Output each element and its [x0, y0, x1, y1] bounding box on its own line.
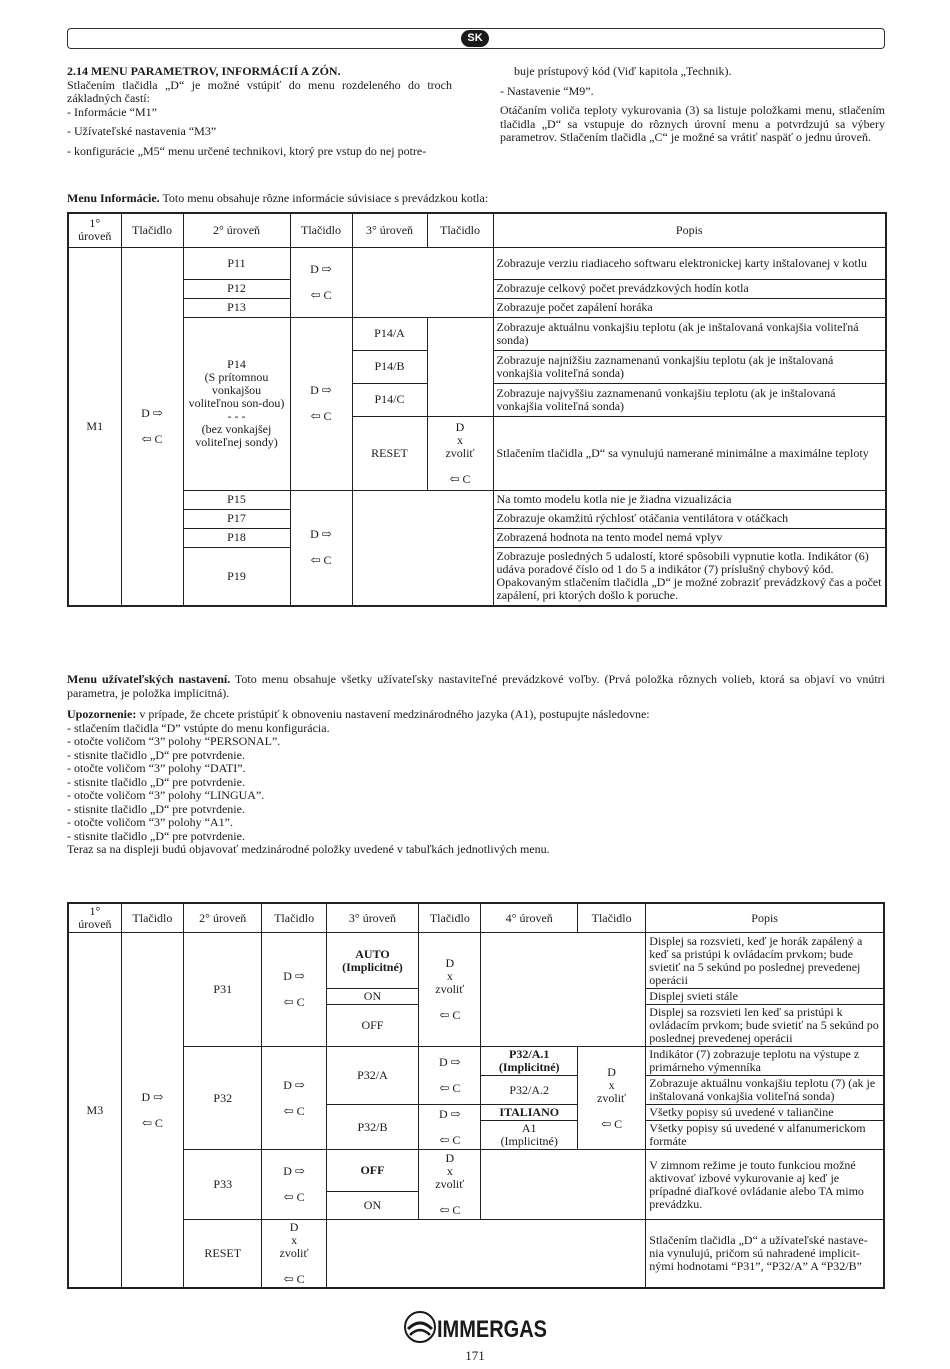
option-cell: OFF — [326, 1005, 418, 1047]
step-item: - stisnite tlačidlo „D“ pre potvrdenie. — [67, 828, 245, 843]
desc-cell: Zobrazuje aktuálnu vonkajšiu teplotu (ak je inštalovaná vonkajšia voliteľná sonda) — [493, 317, 886, 350]
menu3-heading: Menu užívateľských nastavení. Toto menu obsahuje všetky užívateľsky nastaviteľné prevádzkové voľby. (Prvá položka rôznych volieb, ktorá sa objaví vo vnútri parametra, je položka implicitná). — [67, 672, 885, 700]
step-item: - stisnite tlačidlo „D“ pre potvrdenie. — [67, 801, 245, 816]
option-cell: P32/A — [326, 1047, 418, 1105]
level1-cell: M3 — [68, 933, 121, 1289]
step-item: - otočte voličom “3” polohy “LINGUA”. — [67, 788, 265, 802]
param-cell: P14/B — [352, 350, 427, 383]
intro-navigation: Otáčaním voliča teploty vykurovania (3) sa listuje položkami menu, stlačením tlačidla „D“ sa vstupuje do rôznych úrovní menu a potvrdzujú sa výbery parametrov. Stlačením tlačidla „C“ je možné sa vrátiť naspäť o jednu úroveň. — [500, 103, 885, 144]
desc-cell: Všetky popisy sú uvedené v alfanumerickom formáte — [646, 1121, 884, 1150]
col-header: Tlačidlo — [262, 903, 326, 933]
col-header: Popis — [493, 213, 886, 247]
button-cell: D ⇨ ⇦ C — [419, 1105, 481, 1150]
option-cell: AUTO (Implicitné) — [326, 933, 418, 989]
table-row — [68, 933, 884, 989]
button-cell: D x zvoliť ⇦ C — [577, 1047, 645, 1150]
param-cell: P14 (S prítomnou vonkajšou voliteľnou son-dou) - - - (bez vonkajšej voliteľnej sondy) — [183, 317, 290, 490]
intro-right — [500, 65, 885, 145]
param-cell: P19 — [183, 547, 290, 606]
desc-cell: Zobrazuje posledných 5 udalostí, ktoré spôsobili vypnutie kotla. Indikátor (6) udáva poradové číslo od 1 do 5 a indikátor (7) príslušný chybový kód. Opakovaným stlačením tlačidla „D“ je možné zobraziť prevádzkový čas a počet zapálení, pri ktorých došlo k poruche. — [493, 547, 886, 606]
option-cell: ON — [326, 989, 418, 1005]
desc-cell: Stlačením tlačidla „D“ a užívateľské nastave-nia vynulujú, pričom sú nahradené implicit-nými hodnotami “P31”, “P32/A” A “P32/B” — [646, 1220, 884, 1289]
button-cell: D ⇨ ⇦ C — [262, 933, 326, 1047]
warning-text: v prípade, že chcete pristúpiť k obnoveniu nastavení medzinárodného jazyka (A1), postupujte následovne: — [136, 707, 650, 721]
button-cell: D ⇨ ⇦ C — [290, 247, 352, 317]
table-header-row — [68, 903, 884, 933]
intro-left — [67, 65, 452, 158]
option-cell: P32/A.1 (Implicitné) — [481, 1047, 577, 1076]
language-badge: SK — [461, 30, 489, 47]
user-settings-table — [67, 902, 885, 1289]
desc-cell: Zobrazuje okamžitú rýchlosť otáčania ventilátora v otáčkach — [493, 509, 886, 528]
desc-cell: Zobrazená hodnota na tento model nemá vplyv — [493, 528, 886, 547]
step-item: - otočte voličom “3” polohy “A1”. — [67, 815, 233, 829]
info-menu-table — [67, 212, 887, 607]
warning-block — [67, 708, 885, 857]
button-cell: D x zvoliť ⇦ C — [419, 1150, 481, 1220]
button-cell: D ⇨ ⇦ C — [419, 1047, 481, 1105]
empty-cell — [352, 247, 493, 317]
step-item: - stisnite tlačidlo „D“ pre potvrdenie. — [67, 747, 245, 762]
desc-cell: Zobrazuje celkový počet prevádzkových hodín kotla — [493, 279, 886, 298]
intro-paragraph: Stlačením tlačidla „D“ je možné vstúpiť do menu rozdeleného do troch základných častí: — [67, 77, 452, 105]
svg-text:IMMERGAS: IMMERGAS — [437, 1316, 547, 1343]
button-cell: D ⇨ ⇦ C — [121, 933, 183, 1289]
step-item: - otočte voličom “3” polohy “DATI”. — [67, 761, 246, 775]
level1-cell: M1 — [68, 247, 121, 606]
param-cell: P17 — [183, 509, 290, 528]
col-header: 3° úroveň — [352, 213, 427, 247]
option-cell: ITALIANO — [481, 1105, 577, 1121]
table-row — [68, 1220, 884, 1289]
param-cell: P13 — [183, 298, 290, 317]
col-header: 2° úroveň — [183, 213, 290, 247]
param-cell: P11 — [183, 247, 290, 279]
option-cell: ON — [326, 1192, 418, 1220]
page-number: 171 — [465, 1348, 485, 1363]
immergas-logo — [403, 1309, 548, 1349]
button-cell: D ⇨ ⇦ C — [121, 247, 183, 606]
param-cell: P15 — [183, 490, 290, 509]
desc-cell: Zobrazuje verziu riadiaceho softwaru elektronickej karty inštalovanej v kotlu — [493, 247, 886, 279]
button-cell: D x zvoliť ⇦ C — [427, 416, 493, 490]
section-title: 2.14 MENU PARAMETROV, INFORMÁCIÍ A ZÓN. — [67, 64, 341, 78]
desc-cell: Zobrazuje aktuálnu vonkajšiu teplotu (7) (ak je inštalovaná vonkajšia voliteľná sonda) — [646, 1076, 884, 1105]
option-cell: A1 (Implicitné) — [481, 1121, 577, 1150]
button-cell: D ⇨ ⇦ C — [290, 317, 352, 490]
desc-cell: Indikátor (7) zobrazuje teplotu na výstupe z primárneho výmenníka — [646, 1047, 884, 1076]
col-header: Tlačidlo — [427, 213, 493, 247]
table-row — [68, 317, 886, 350]
empty-cell — [481, 1150, 646, 1220]
table-row — [68, 490, 886, 509]
desc-cell: Všetky popisy sú uvedené v taliančine — [646, 1105, 884, 1121]
button-cell: D ⇨ ⇦ C — [290, 490, 352, 606]
param-cell: P14/A — [352, 317, 427, 350]
table-row — [68, 1150, 884, 1192]
warning-label: Upozornenie: — [67, 707, 137, 721]
empty-cell — [352, 490, 493, 606]
option-cell: OFF — [326, 1150, 418, 1192]
option-cell: P32/B — [326, 1105, 418, 1150]
step-item: - otočte voličom “3” polohy “PERSONAL”. — [67, 734, 281, 748]
col-header: Tlačidlo — [419, 903, 481, 933]
intro-cont: buje prístupový kód (Viď kapitola „Technik). — [514, 64, 732, 78]
menu1-heading: Menu Informácie. Toto menu obsahuje rôzne informácie súvisiace s prevádzkou kotla: — [67, 191, 489, 205]
empty-cell — [326, 1220, 646, 1289]
intro-bullet-1: - Informácie “M1” — [67, 104, 157, 119]
table-header-row — [68, 213, 886, 247]
step-item: - stisnite tlačidlo „D“ pre potvrdenie. — [67, 774, 245, 789]
desc-cell: Displej sa rozsvieti len keď sa pristúpi k ovládacím prvkom; bude svietiť na 5 sekúnd po poslednej prevedenej operácii — [646, 1005, 884, 1047]
col-header: 3° úroveň — [326, 903, 418, 933]
col-header: 2° úroveň — [184, 903, 262, 933]
col-header: Tlačidlo — [577, 903, 645, 933]
param-cell: P12 — [183, 279, 290, 298]
col-header: Tlačidlo — [121, 213, 183, 247]
button-cell: D x zvoliť ⇦ C — [419, 933, 481, 1047]
col-header: Tlačidlo — [121, 903, 183, 933]
desc-cell: Zobrazuje najnižšiu zaznamenanú vonkajšiu teplotu (ak je inštalovaná vonkajšia voliteľná sonda) — [493, 350, 886, 383]
option-cell: P32/A.2 — [481, 1076, 577, 1105]
col-header: 1° úroveň — [68, 903, 121, 933]
table-row — [68, 247, 886, 279]
step-item: - stlačením tlačidla “D” vstúpte do menu konfigurácia. — [67, 720, 330, 735]
desc-cell: Displej svieti stále — [646, 989, 884, 1005]
param-cell: P31 — [184, 933, 262, 1047]
param-cell: P14/C — [352, 383, 427, 416]
param-cell: P18 — [183, 528, 290, 547]
param-cell: P33 — [184, 1150, 262, 1220]
col-header: Tlačidlo — [290, 213, 352, 247]
desc-cell: Zobrazuje počet zapálení horáka — [493, 298, 886, 317]
button-cell: D ⇨ ⇦ C — [262, 1150, 326, 1220]
param-cell: RESET — [184, 1220, 262, 1289]
col-header: 4° úroveň — [481, 903, 577, 933]
button-cell: D ⇨ ⇦ C — [262, 1047, 326, 1150]
desc-cell: Na tomto modelu kotla nie je žiadna vizualizácia — [493, 490, 886, 509]
intro-bullet-4: - Nastavenie “M9”. — [500, 83, 594, 98]
intro-bullet-3: - konfigurácie „M5“ menu určené technikovi, ktorý pre vstup do nej potre- — [67, 143, 427, 158]
col-header: Popis — [646, 903, 884, 933]
final-note: Teraz sa na displeji budú objavovať medzinárodné položky uvedené v tabuľkách jednotlivých menu. — [67, 842, 550, 856]
desc-cell: Stlačením tlačidla „D“ sa vynulujú namerané minimálne a maximálne teploty — [493, 416, 886, 490]
param-cell: RESET — [352, 416, 427, 490]
button-cell: D x zvoliť ⇦ C — [262, 1220, 326, 1289]
desc-cell: Zobrazuje najvyššiu zaznamenanú vonkajšiu teplotu (ak je inštalovaná vonkajšia voliteľná sonda) — [493, 383, 886, 416]
empty-cell — [481, 933, 646, 1047]
param-cell: P32 — [184, 1047, 262, 1150]
intro-bullet-2: - Užívateľské nastavenia “M3” — [67, 124, 217, 138]
col-header: 1° úroveň — [68, 213, 121, 247]
table-row — [68, 1047, 884, 1076]
empty-cell — [427, 317, 493, 416]
desc-cell: V zimnom režime je touto funkciou možné aktivovať izbové vykurovanie aj keď je prípadné diaľkové ovládanie alebo TA mimo prevádzku. — [646, 1150, 884, 1220]
desc-cell: Displej sa rozsvieti, keď je horák zapálený a keď sa pristúpi k ovládacím prvkom; bude svietiť na 5 sekúnd po poslednej prevedenej operácii — [646, 933, 884, 989]
